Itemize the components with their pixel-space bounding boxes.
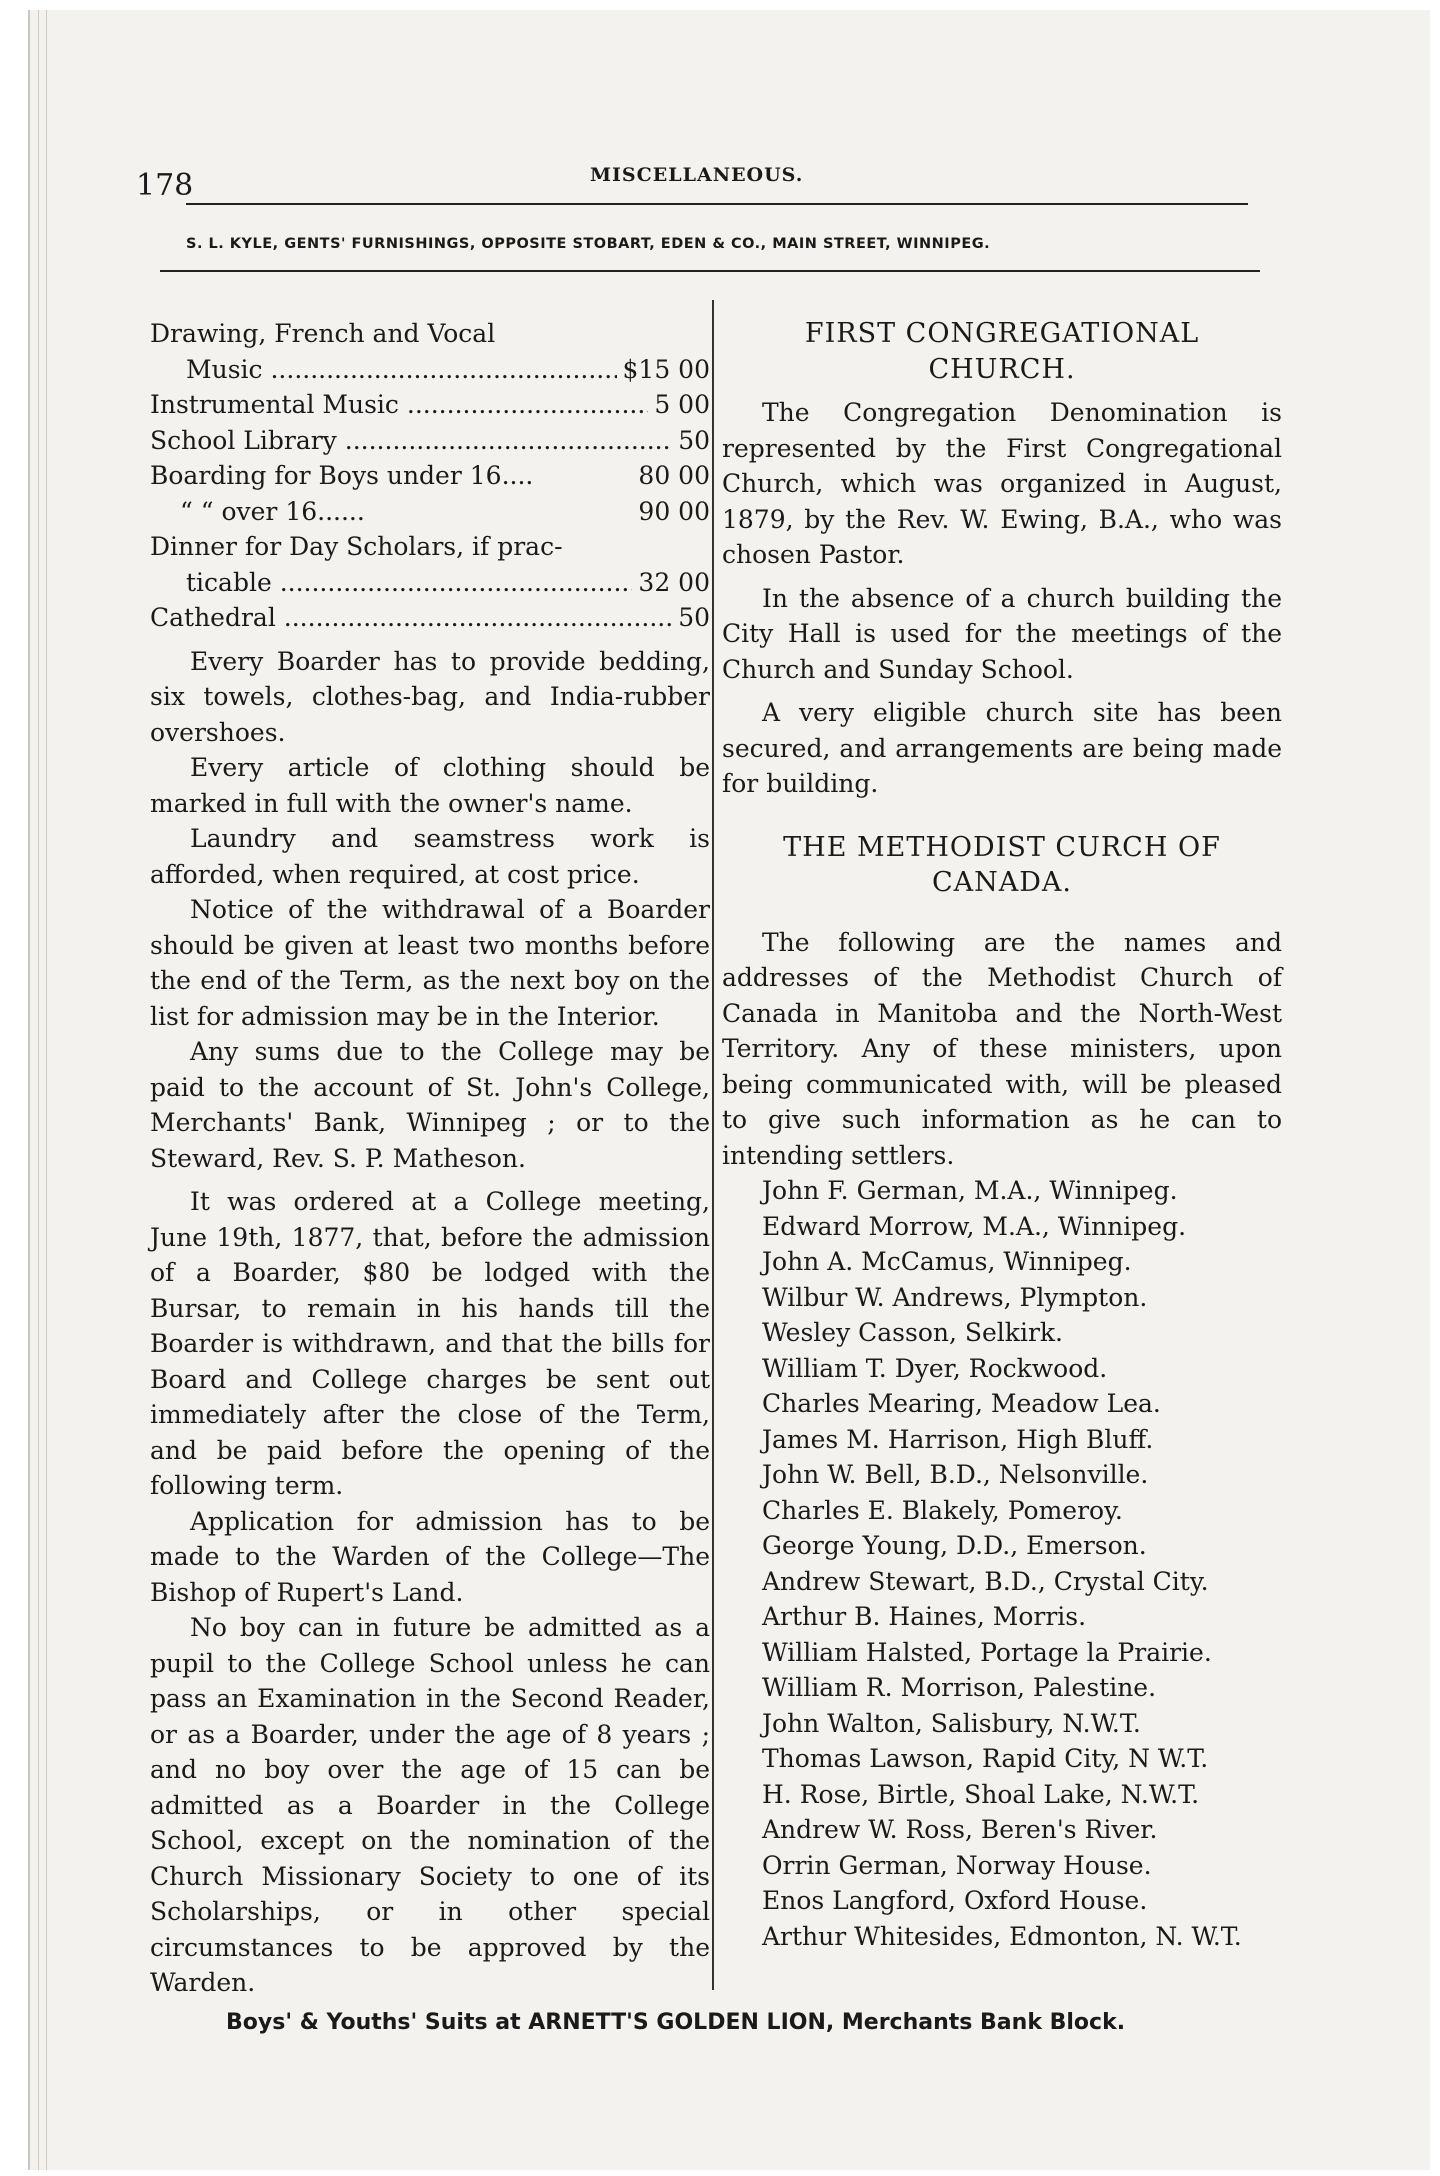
list-item: Orrin German, Norway House.	[762, 1850, 1152, 1880]
fee-row: “ “ over 16...... 90 00	[180, 496, 710, 526]
page-number: 178	[136, 168, 194, 203]
header-rule-lower	[160, 270, 1260, 272]
paragraph: In the absence of a church building the City Hall is used for the meetings of the Church and Sunday School.	[722, 583, 1282, 684]
paragraph: Application for admission has to be made to the Warden of the College—The Bishop of Rupert's Land.	[150, 1506, 710, 1607]
list-item: Wilbur W. Andrews, Plympton.	[762, 1282, 1148, 1312]
fee-row: Boarding for Boys under 16.... 80 00	[150, 461, 710, 490]
left-column	[150, 316, 710, 2001]
bottom-advertisement: Boys' & Youths' Suits at ARNETT'S GOLDEN LION, Merchants Bank Block.	[226, 2010, 1126, 2035]
column-divider	[712, 300, 714, 1990]
list-item: Andrew Stewart, B.D., Crystal City.	[762, 1566, 1209, 1596]
fee-schedule	[150, 316, 710, 636]
list-item: Arthur B. Haines, Morris.	[762, 1602, 1087, 1631]
list-item: Andrew W. Ross, Beren's River.	[762, 1815, 1158, 1844]
list-item: Edward Morrow, M.A., Winnipeg.	[762, 1211, 1187, 1241]
list-item: George Young, D.D., Emerson.	[762, 1531, 1147, 1560]
page-edge-line	[38, 10, 39, 2170]
list-item: Enos Langford, Oxford House.	[762, 1886, 1148, 1915]
paragraph: Every article of clothing should be marked in full with the owner's name.	[150, 753, 710, 818]
paragraph: The Congregation Denomination is represented by the First Congregational Church, which was organized in August, 1879, by the Rev. W. Ewing, B.A., who was chosen Pastor.	[722, 398, 1282, 569]
list-item: James M. Harrison, High Bluff.	[762, 1424, 1154, 1454]
fee-row: Music ..... $15 00	[150, 352, 710, 388]
paragraph: A very eligible church site has been secured, and arrangements are being made for building.	[722, 698, 1282, 798]
minister-list	[722, 1173, 1282, 1954]
page-edge-line	[46, 10, 47, 2170]
list-item: Charles Mearing, Meadow Lea.	[762, 1389, 1161, 1418]
section-heading: CANADA.	[931, 867, 1072, 898]
methodist-heading	[722, 830, 1282, 901]
section-heading: FIRST CONGREGATIONAL	[804, 318, 1200, 349]
fee-row: Dinner for Day Scholars, if prac-	[150, 532, 563, 561]
paragraph: Every Boarder has to provide bedding, six towels, clothes-bag, and India-rubber overshoes.	[150, 646, 710, 747]
fee-row: Instrumental Music ..... 5 00	[150, 387, 710, 423]
fee-row: ticable ..... 32 00	[150, 565, 710, 601]
paragraph: It was ordered at a College meeting, June 19th, 1877, that, before the admission of a Boarder, $80 be lodged with the Bursar, to remain in his hands till the Boarder is withdrawn, and that the bills for Board and College charges be sent out immediately after the close of the Term, and be paid before the opening of the following term.	[150, 1187, 710, 1500]
list-item: John F. German, M.A., Winnipeg.	[762, 1176, 1178, 1205]
list-item: William R. Morrison, Palestine.	[762, 1673, 1157, 1702]
list-item: William T. Dyer, Rockwood.	[762, 1353, 1108, 1383]
list-item: Arthur Whitesides, Edmonton, N. W.T.	[762, 1921, 1242, 1951]
list-item: H. Rose, Birtle, Shoal Lake, N.W.T.	[762, 1779, 1200, 1809]
section-heading: THE METHODIST CURCH OF	[783, 831, 1221, 863]
list-item: John W. Bell, B.D., Nelsonville.	[762, 1460, 1149, 1489]
list-item: Thomas Lawson, Rapid City, N W.T.	[762, 1744, 1209, 1773]
running-head: MISCELLANEOUS.	[590, 164, 804, 186]
paragraph: Any sums due to the College may be paid to the account of St. John's College, Merchants' Bank, Winnipeg ; or to the Steward, Rev. S. P. Matheson.	[150, 1037, 710, 1173]
top-advertisement: S. L. KYLE, GENTS' FURNISHINGS, OPPOSITE STOBART, EDEN & CO., MAIN STREET, WINNIPEG.	[186, 236, 991, 252]
list-item: Charles E. Blakely, Pomeroy.	[762, 1495, 1123, 1525]
list-item: John Walton, Salisbury, N.W.T.	[762, 1708, 1141, 1738]
list-item: John A. McCamus, Winnipeg.	[762, 1247, 1132, 1276]
list-item: Wesley Casson, Selkirk.	[762, 1318, 1063, 1347]
paragraph: No boy can in future be admitted as a pupil to the College School unless he can pass an Examination in the Second Reader, or as a Boarder, under the age of 8 years ; and no boy over the age of 15 can be admitted as a Boarder in the College School, except on the nomination of the Church Missionary Society to one of its Scholarships, or in other special circumstances to be approved by the Warden.	[150, 1613, 710, 1997]
fee-row: Cathedral ..... 50	[150, 600, 710, 636]
section-heading: CHURCH.	[928, 353, 1076, 385]
right-column	[722, 316, 1282, 1954]
header-rule	[186, 203, 1248, 205]
list-item: William Halsted, Portage la Prairie.	[762, 1637, 1212, 1667]
fee-row: Drawing, French and Vocal	[150, 319, 496, 348]
paragraph: Notice of the withdrawal of a Boarder should be given at least two months before the end of the Term, as the next boy on the list for admission may be in the Interior.	[150, 895, 710, 1031]
congregational-heading	[722, 316, 1282, 387]
paragraph: The following are the names and addresses of the Methodist Church of Canada in Manitoba and the North-West Territory. Any of these ministers, upon being communicated with, will be pleased to give such information as he can to intending settlers.	[722, 927, 1282, 1170]
fee-row: School Library ..... 50	[150, 423, 710, 459]
paragraph: Laundry and seamstress work is afforded, when required, at cost price.	[150, 824, 710, 889]
